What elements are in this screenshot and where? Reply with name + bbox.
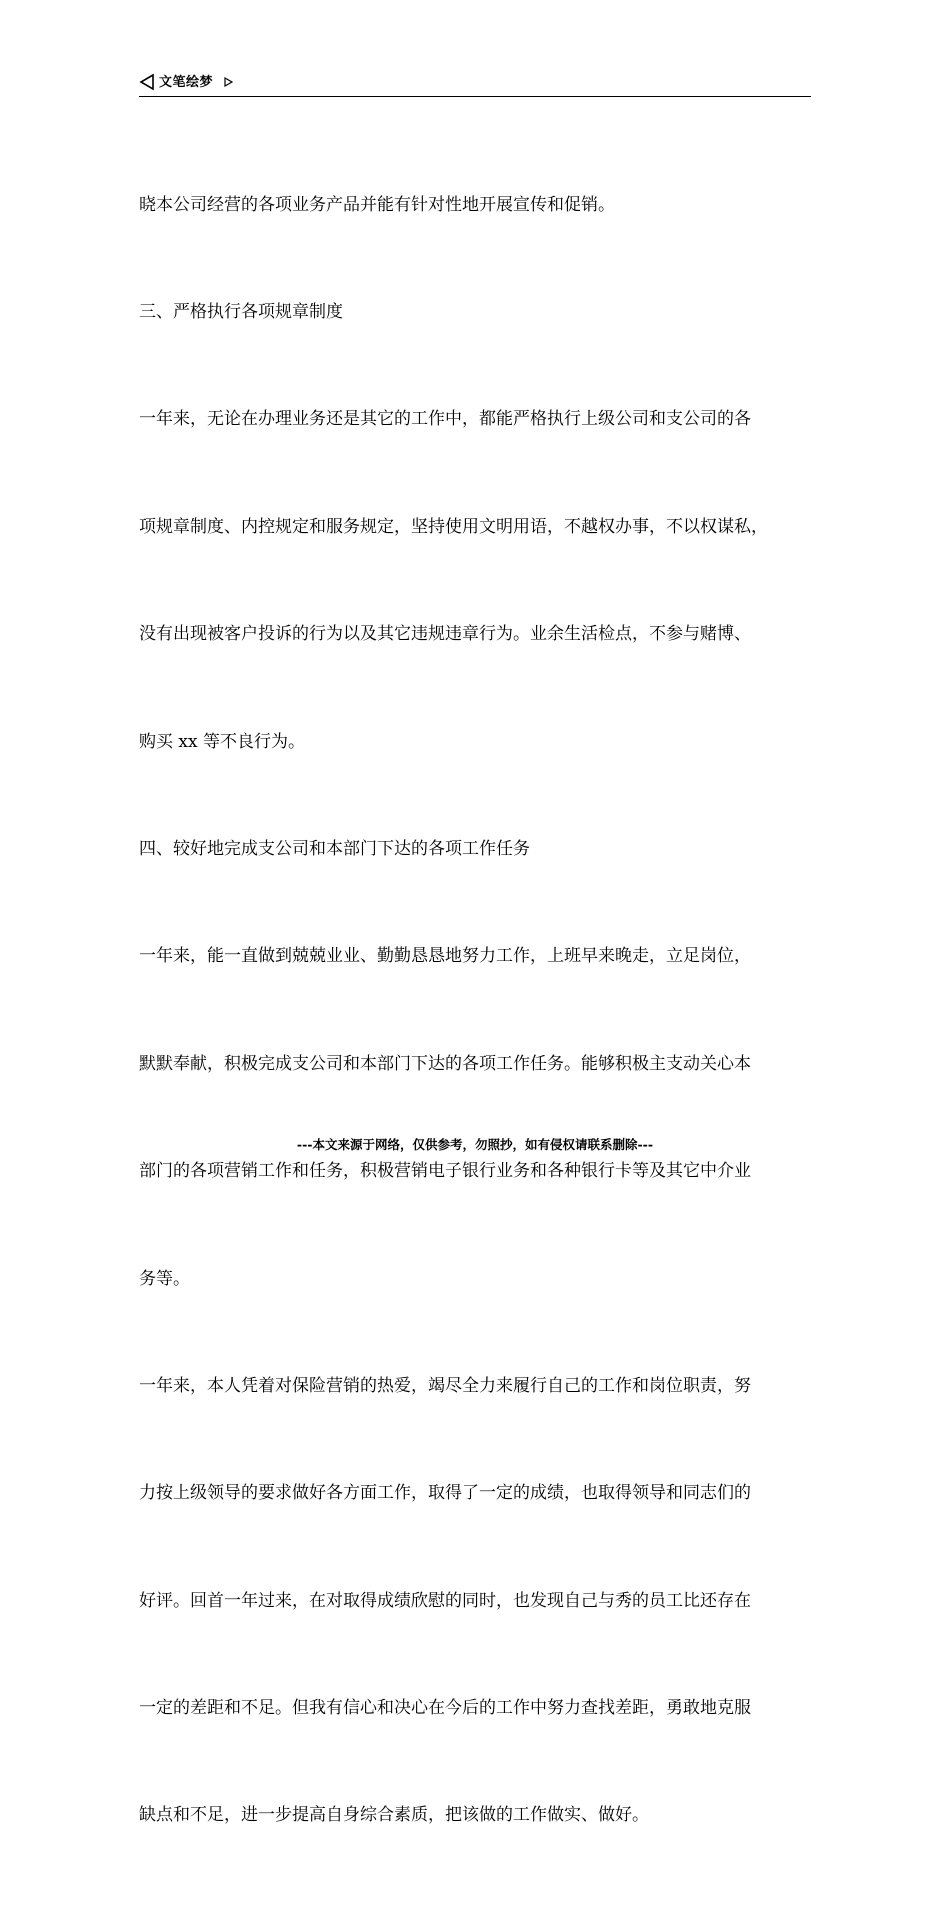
- section-heading-4: 四、较好地完成支公司和本部门下达的各项工作任务: [139, 838, 530, 859]
- text-line: 晓本公司经营的各项业务产品并能有针对性地开展宣传和促销。: [139, 194, 615, 215]
- triangle-left-icon: [139, 73, 155, 91]
- text-line: 力按上级领导的要求做好各方面工作，取得了一定的成绩，也取得领导和同志们的: [139, 1483, 751, 1504]
- triangle-right-icon: [223, 73, 233, 85]
- text-line: 缺点和不足，进一步提高自身综合素质，把该做的工作做实、做好。: [139, 1805, 649, 1826]
- text-line: 好评。回首一年过来，在对取得成绩欣慰的同时，也发现自己与秀的员工比还存在: [139, 1590, 751, 1611]
- page-footer-disclaimer: ---本文来源于网络，仅供参考，勿照抄，如有侵权请联系删除---: [296, 1137, 654, 1152]
- text-line: 默默奉献，积极完成支公司和本部门下达的各项工作任务。能够积极主支动关心本: [139, 1053, 751, 1074]
- text-line: 一定的差距和不足。但我有信心和决心在今后的工作中努力查找差距，勇敢地克服: [139, 1698, 751, 1719]
- text-line: 项规章制度、内控规定和服务规定，坚持使用文明用语，不越权办事，不以权谋私，: [139, 516, 768, 537]
- text-line: 购买 xx 等不良行为。: [139, 731, 305, 752]
- page-header: [139, 72, 811, 97]
- text-line: 一年来，本人凭着对保险营销的热爱，竭尽全力来履行自己的工作和岗位职责，努: [139, 1375, 751, 1396]
- document-body: [139, 116, 829, 1906]
- body-text: [139, 116, 829, 1906]
- header-title: 文笔绘梦: [159, 75, 214, 90]
- text-line: 一年来，能一直做到兢兢业业、勤勤恳恳地努力工作，上班早来晚走，立足岗位，: [139, 946, 751, 967]
- section-heading-3: 三、严格执行各项规章制度: [139, 301, 343, 322]
- text-line: 务等。: [139, 1268, 190, 1289]
- text-line: 没有出现被客户投诉的行为以及其它违规违章行为。业余生活检点，不参与赌博、: [139, 624, 751, 645]
- text-line: 部门的各项营销工作和任务，积极营销电子银行业务和各种银行卡等及其它中介业: [139, 1161, 751, 1182]
- text-line: 一年来，无论在办理业务还是其它的工作中，都能严格执行上级公司和支公司的各: [139, 409, 751, 430]
